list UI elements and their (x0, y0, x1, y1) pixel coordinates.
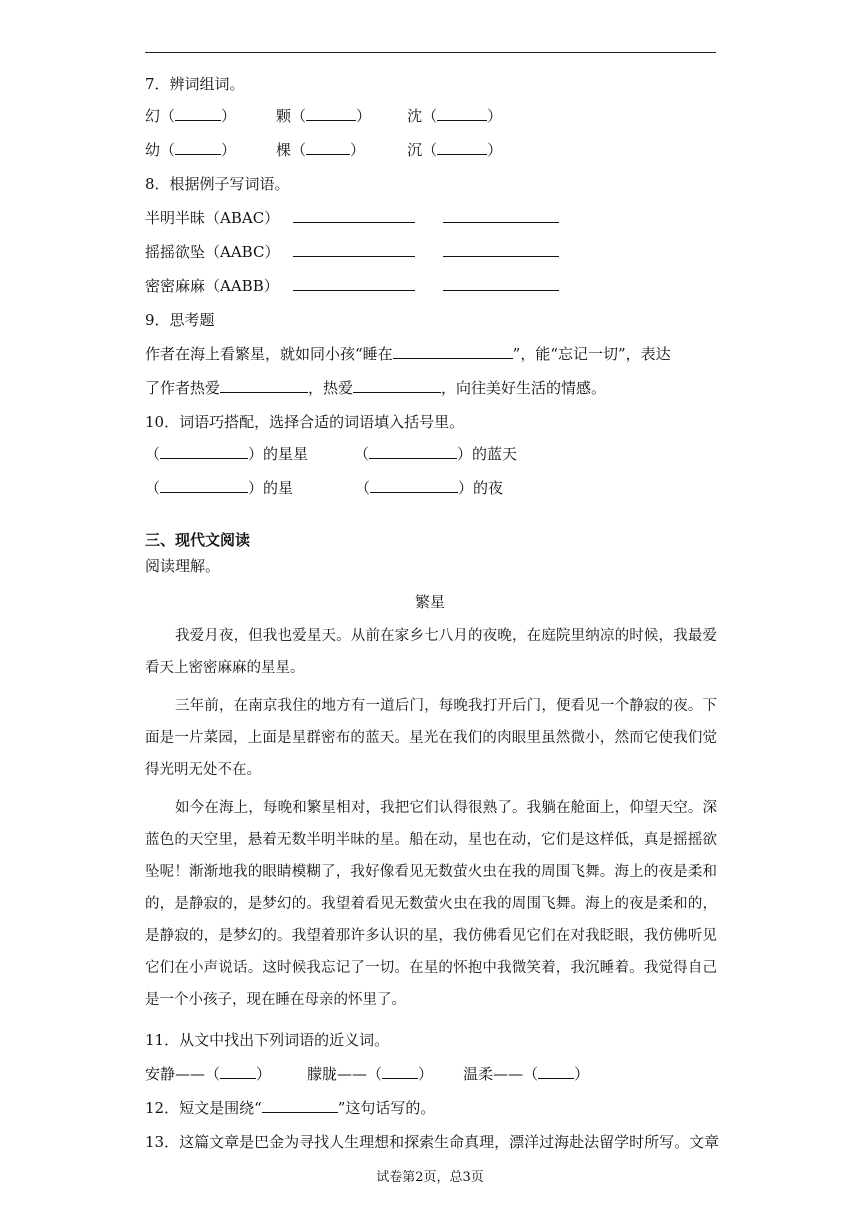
answer-blank[interactable] (353, 378, 441, 393)
q10-title: 10．词语巧搭配，选择合适的词语填入括号里。 (145, 413, 465, 431)
q13-line: 13．这篇文章是巴金为寻找人生理想和探索生命真理，漂洋过海赴法留学时所写。文章 (145, 1133, 720, 1151)
article-paragraph: 我爱月夜，但我也爱星天。从前在家乡七八月的夜晚，在庭院里纳凉的时候，我最爱看天上密密麻麻的星星。 (145, 628, 717, 676)
q8-row-aabb: 密密麻麻（AABB） (145, 276, 559, 296)
q7-row2: 幼（ ） 棵（ ） 沉（ ） (145, 141, 503, 159)
answer-blank[interactable] (306, 140, 350, 155)
article-title: 繁星 (414, 593, 445, 611)
answer-blank[interactable] (175, 106, 221, 121)
q11-title: 11．从文中找出下列词语的近义词。 (145, 1031, 390, 1049)
answer-blank[interactable] (382, 1064, 418, 1079)
q7-title: 7．辨词组词。 (145, 75, 245, 93)
section-heading: 三、现代文阅读 (145, 531, 251, 549)
answer-blank[interactable] (369, 444, 457, 459)
answer-blank[interactable] (160, 444, 248, 459)
article-paragraph: 三年前，在南京我住的地方有一道后门，每晚我打开后门，便看见一个静寂的夜。下面是一片菜园，上面是星群密布的蓝天。星光在我们的肉眼里虽然微小，然而它使我们觉得光明无处不在。 (145, 698, 717, 778)
answer-blank[interactable] (437, 106, 487, 121)
answer-blank[interactable] (437, 140, 487, 155)
answer-blank[interactable] (293, 208, 415, 223)
article-paragraph: 如今在海上，每晚和繁星相对，我把它们认得很熟了。我躺在舱面上，仰望天空。深蓝色的天空里，悬着无数半明半昧的星。船在动，星也在动，它们是这样低，真是摇摇欲坠呢！渐渐地我的眼睛模糊了，我好像看见无数萤火虫在我的周围飞舞。海上的夜是柔和的，是静寂的，是梦幻的。我望着看见无数萤火虫在我的周围飞舞。海上的夜是柔和的，是静寂的，是梦幻的。我望着那许多认识的星，我仿佛看见它们在对我眨眼，我仿佛听见它们在小声说话。这时候我忘记了一切。在星的怀抱中我微笑着，我沉睡着。我觉得自己是一个小孩子，现在睡在母亲的怀里了。 (145, 800, 717, 1008)
q9-title: 9．思考题 (145, 311, 215, 329)
q8-row-abac: 半明半昧（ABAC） (145, 208, 559, 228)
q10-row1: （ ）的星星 （ ）的蓝天 (145, 445, 518, 463)
q10-row2: （ ）的星 （ ）的夜 (145, 479, 504, 497)
answer-blank[interactable] (370, 478, 458, 493)
q8-title: 8．根据例子写词语。 (145, 175, 290, 193)
q8-row-aabc: 摇摇欲坠（AABC） (145, 242, 559, 262)
reading-intro: 阅读理解。 (145, 557, 221, 575)
answer-blank[interactable] (443, 208, 559, 223)
answer-blank[interactable] (293, 276, 415, 291)
answer-blank[interactable] (443, 276, 559, 291)
page-footer: 试卷第2页，总3页 (376, 1170, 484, 1185)
answer-blank[interactable] (220, 378, 308, 393)
answer-blank[interactable] (220, 1064, 256, 1079)
q9-line2: 了作者热爱 ，热爱 ，向往美好生活的情感。 (145, 379, 607, 397)
header-rule (145, 52, 716, 53)
answer-blank[interactable] (306, 106, 356, 121)
q12-line: 12．短文是围绕“ ”这句话写的。 (145, 1099, 436, 1117)
answer-blank[interactable] (160, 478, 248, 493)
answer-blank[interactable] (175, 140, 221, 155)
answer-blank[interactable] (262, 1098, 338, 1113)
answer-blank[interactable] (538, 1064, 574, 1079)
q11-items: 安静——（ ） 朦胧——（ ） 温柔——（ ） (145, 1065, 590, 1083)
answer-blank[interactable] (393, 344, 513, 359)
q9-line1: 作者在海上看繁星，就如同小孩“睡在 ”，能“忘记一切”，表达 (145, 345, 671, 363)
q7-row1: 幻（ ） 颗（ ） 沈（ ） (145, 107, 503, 125)
answer-blank[interactable] (293, 242, 415, 257)
answer-blank[interactable] (443, 242, 559, 257)
